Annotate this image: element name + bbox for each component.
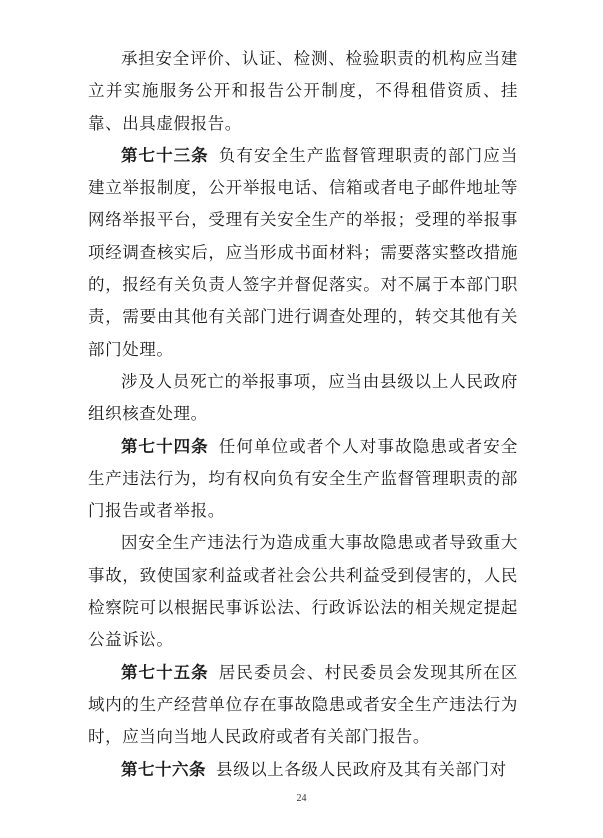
paragraph-text: 涉及人员死亡的举报事项，应当由县级以上人民政府组织核查处理。 — [88, 371, 518, 424]
paragraph-text: 任何单位或者个人对事故隐患或者安全生产违法行为，均有权向负有安全生产监督管理职责的部门报告或者举报。 — [88, 436, 519, 521]
paragraph-article-76 — [88, 754, 518, 786]
article-number: 第七十四条 — [121, 436, 209, 456]
document-body — [88, 43, 518, 786]
paragraph-text: 因安全生产违法行为造成重大事故隐患或者导致重大事故，致使国家利益或者社会公共利益受到侵害的，人民检察院可以根据民事诉讼法、行政诉讼法的相关规定提起公益诉讼。 — [88, 533, 518, 650]
paragraph-article-75 — [88, 657, 518, 754]
paragraph-text: 负有安全生产监督管理职责的部门应当建立举报制度，公开举报电话、信箱或者电子邮件地址等网络举报平台，受理有关安全生产的举报；受理的举报事项经调查核实后，应当形成书面材料；需要落实整改措施的，报经有关负责人签字并督促落实。对不属于本部门职责，需要由其他有关部门进行调查处理的，转交其他有关部门处理。 — [88, 145, 519, 359]
paragraph-text: 承担安全评价、认证、检测、检验职责的机构应当建立并实施服务公开和报告公开制度，不得租借资质、挂靠、出具虚假报告。 — [88, 49, 518, 133]
paragraph-article-74 — [88, 431, 518, 528]
paragraph-5 — [88, 527, 518, 656]
article-number: 第七十五条 — [121, 662, 209, 682]
paragraph-3 — [88, 366, 518, 431]
article-number: 第七十三条 — [121, 145, 209, 165]
paragraph-text: 居民委员会、村民委员会发现其所在区域内的生产经营单位存在事故隐患或者安全生产违法行为时，应当向当地人民政府或者有关部门报告。 — [88, 662, 519, 747]
paragraph-text: 县级以上各级人民政府及其有关部门对 — [216, 759, 507, 779]
paragraph-article-73 — [88, 140, 518, 366]
article-number: 第七十六条 — [121, 759, 206, 779]
page-number: 24 — [296, 793, 307, 804]
paragraph-1 — [88, 43, 518, 140]
